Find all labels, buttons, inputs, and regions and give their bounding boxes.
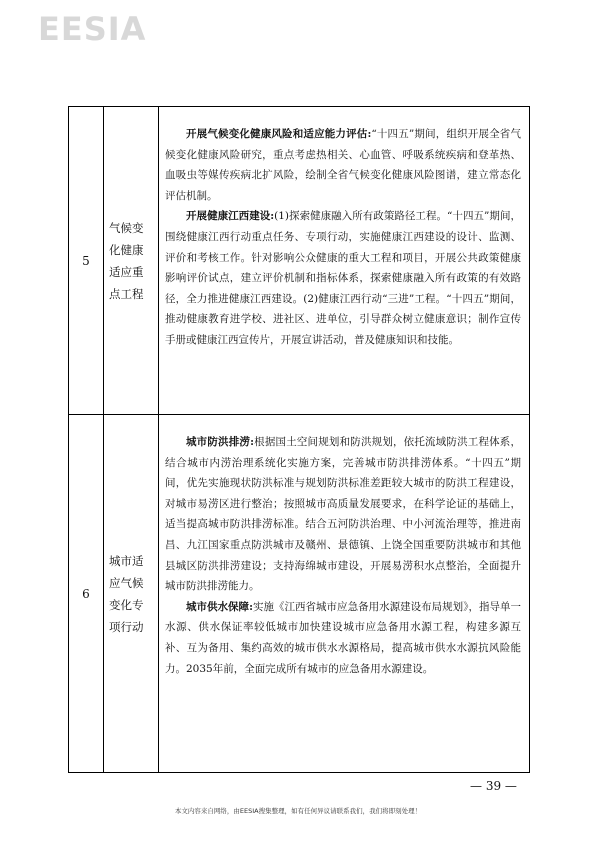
content-paragraph: [165, 597, 521, 679]
row-content: [159, 107, 530, 415]
row-category: [104, 107, 159, 415]
page-number: — 39 —: [470, 779, 517, 793]
category-line: 点工程: [109, 286, 144, 301]
paragraph-heading: 开展健康江西建设:: [186, 210, 275, 223]
category-line: 应气候: [109, 575, 144, 590]
paragraph-heading: 开展气候变化健康风险和适应能力评估:: [186, 128, 372, 140]
paragraph-text: 实施《江西省城市应急备用水源建设布局规划》，指导单一水源、供水保证率较低城市加快建设城市应急备用水源工程，构建多源互补、互为备用、集约高效的城市供水水源格局，提高城市供水水源抗风险能力。2035年前，全面完成所有城市的应急备用水源建设。: [165, 600, 521, 675]
content-paragraph: [165, 124, 521, 206]
paragraph-text: (1)探索健康融入所有政策路径工程。“十四五”期间，围绕健康江西行动重点任务、专项行动，实施健康江西建设的设计、监测、评价和考核工作。针对影响公众健康的重大工程和项目，开展公共政策健康影响评价试点，建立评价机制和指标体系，探索健康融入所有政策的有效路径，全力推进健康江西建设。(2)健康江西行动“三进”工程。“十四五”期间，推动健康教育进学校、进社区、进单位，引导群众树立健康意识；制作宣传手册或健康江西宣传片，开展宣讲活动，普及健康知识和技能。: [165, 210, 521, 346]
row-content: [159, 415, 530, 773]
footer-disclaimer: 本文内容来自网络，由EESIA搜集整理，如有任何异议请联系我们，我们将即刻处理！: [174, 807, 422, 815]
eesia-logo: EESIA: [38, 10, 147, 48]
category-line: 气候变: [109, 220, 144, 235]
category-line: 城市适: [109, 553, 144, 568]
measures-table: [68, 106, 530, 773]
category-line: 变化专: [109, 597, 144, 612]
category-line: 项行动: [109, 619, 144, 634]
row-number: 6: [69, 415, 104, 773]
table-row: [69, 107, 530, 415]
category-line: 化健康: [109, 242, 144, 257]
paragraph-text: 根据国土空间规划和防洪规划，依托流域防洪工程体系，结合城市内涝治理系统化实施方案，完善城市防洪排涝体系。“十四五”期间，优先实施现状防洪标准与规划防洪标准差距较大城市的防洪工程建设，对城市易涝区进行整治；按照城市高质量发展要求，在科学论证的基础上，适当提高城市防洪排涝标准。结合五河防洪治理、中小河流治理等，推进南昌、九江国家重点防洪城市及赣州、景德镇、上饶全国重要防洪城市和其他县城区防洪排涝建设；支持海绵城市建设，开展易涝积水点整治，全面提升城市防洪排涝能力。: [165, 436, 521, 593]
content-paragraph: [165, 432, 521, 597]
paragraph-text: “十四五”期间，组织开展全省气候变化健康风险研究，重点考虑热相关、心血管、呼吸系统疾病和登革热、血吸虫等媒传疾病北扩风险，绘制全省气候变化健康风险图谱，建立常态化评估机制。: [165, 128, 521, 202]
paragraph-heading: 城市防洪排涝:: [186, 436, 254, 448]
content-paragraph: [165, 206, 521, 350]
row-category: [104, 415, 159, 773]
row-number: 5: [69, 107, 104, 415]
category-line: 适应重: [109, 264, 144, 279]
table-row: [69, 415, 530, 773]
paragraph-heading: 城市供水保障:: [186, 600, 253, 613]
